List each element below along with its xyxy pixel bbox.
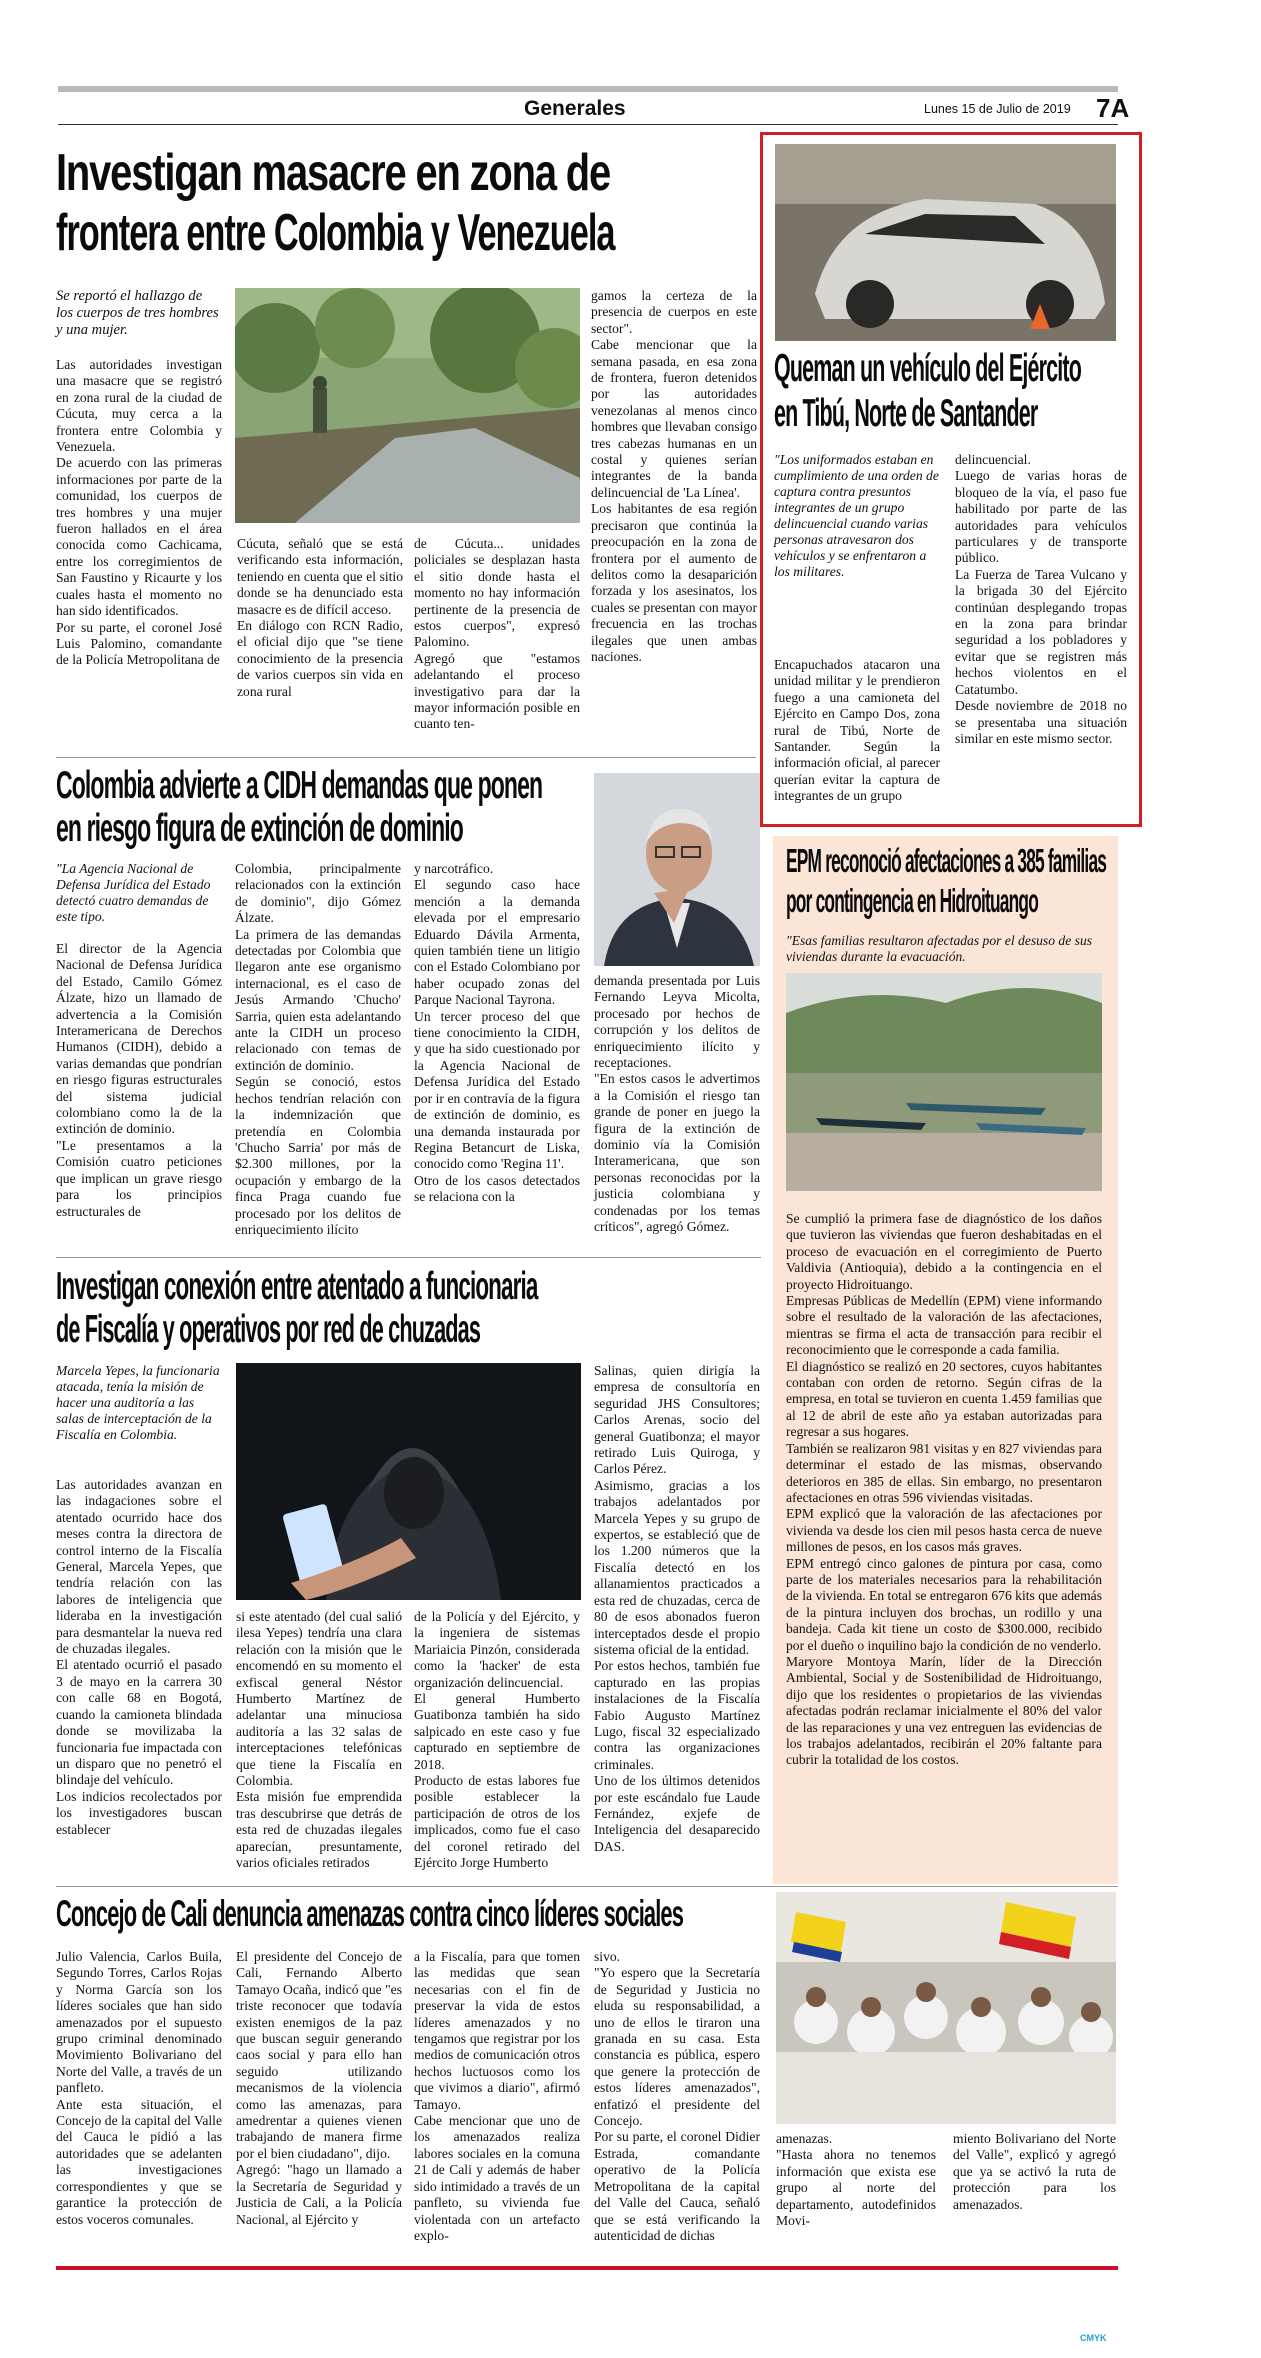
article5-col1: Las autoridades avanzan en las indagaciones sobre el atentado ocurrido hace dos meses contra la directora de control interno de la Fiscalía General, Marcela Yepes, que tendría relación con las labores de inteligencia que lideraba en la investigación para desmantelar la nueva red de chuzadas ilegales. El atentado ocurrió el pasado 3 de mayo en la carrera 30 con calle 68 en Bogotá, cuando la camioneta blindada donde se movilizaba la funcionaria fue impactada con un disparo que no penetró el blindaje del vehículo. Los indicios recolectados por los investigadores buscan establecer <box>56 1477 222 1837</box>
article6-col6: miento Bolivariano del Norte del Valle", explicó y agregó que ya se activó la ruta de protección para los amenazados. <box>953 2131 1116 2212</box>
article1-col1: Las autoridades investigan una masacre que se registró en zona rural de la ciudad de Cúcuta, muy cerca a la frontera entre Colombia y Venezuela. De acuerdo con las primeras informaciones por parte de la comunidad, los cuerpos de tres hombres y una mujer fueron hallados en el área conocida como Cachicama, entre los corregimientos de San Faustino y Ricaurte y los cuales hasta el momento no han sido identificados. Por su parte, el coronel José Luis Palomino, comandante de la Policía Metropolitana de <box>56 357 222 668</box>
article6-col3: a la Fiscalía, para que tomen las medidas que sean necesarias con el fin de preservar la vida de estos líderes amenazados y no tengamos que registrar por los medios de comunicación otros hechos luctuosos como los que vivimos a diario", afirmó Tamayo. Cabe mencionar que uno de los amenazados realiza labores sociales en la comuna 21 de Cali y además de haber sido intimidado a través de un panfleto, su vivienda fue violentada con un artefacto explo- <box>414 1949 580 2243</box>
article3-headline-line1: Colombia advierte a CIDH demandas que ponen <box>56 764 543 807</box>
article3-headline-line2: en riesgo figura de extinción de dominio <box>56 807 463 850</box>
page-number: 7A <box>1096 93 1130 123</box>
article4-lead: "Esas familias resultaron afectadas por el desuso de sus viviendas durante la evacuación. <box>786 933 1093 964</box>
article2-col2: delincuencial. Luego de varias horas de bloqueo de la vía, el paso fue habilitado por parte de las autoridades para vehículos particulares y de transporte público. La Fuerza de Tarea Vulcano y la brigada 30 del Ejército continúan desplegando tropas en la zona para brindar seguridad a los pobladores y evitar que se registren más hechos violentos en el Catatumbo. Desde noviembre de 2018 no se presentaba una situación similar en este mismo sector. <box>955 452 1127 746</box>
article1-col3: de Cúcuta... unidades policiales se desplazan hasta el sitio donde hasta el momento no hay información pertinente de la presencia de estos cuerpos", expresó Palomino. Agregó que "estamos adelantando el proceso investigativo para dar la mayor información posible en cuanto ten- <box>414 536 580 732</box>
cmyk-mark: CMYK <box>1080 2333 1107 2343</box>
article3-col3: y narcotráfico. El segundo caso hace mención a la demanda elevada por el empresario Eduardo Dávila Armenta, quien también tiene un litigio con el Estado Colombiano por haber ocupado zonas del Parque Nacional Tayrona. Un tercer proceso del que tiene conocimiento la CIDH, y que ha sido cuestionado por la Agencia Nacional de Defensa Jurídica del Estado por ir en contravía de la figura de extinción de dominio, es una demanda instaurada por Regina Betancurt de Liska, conocido como 'Regina 11'. Otro de los casos detectados se relaciona con la <box>414 861 580 1205</box>
article4-photo <box>786 973 1102 1191</box>
section-name: Generales <box>524 97 626 120</box>
article5-col2: si este atentado (del cual salió ilesa Yepes) tendría una clara relación con la misión que le encomendó en su momento el exfiscal general Néstor Humberto Martínez de adelantar una minuciosa auditoría a las 32 salas de interceptaciones telefónicas que tiene la Fiscalía en Colombia. Esta misión fue emprendida tras descubrirse que detrás de esta red de chuzadas ilegales aparecían, presuntamente, varios oficiales retirados <box>236 1609 402 1871</box>
footer-rule <box>56 2266 1118 2270</box>
article2-lead: "Los uniformados estaban en cumplimiento de una orden de captura contra presuntos integrantes de un grupo delincuencial cuando varias personas atravesaron dos vehículos y se enfrentaron a los militares. <box>774 452 939 579</box>
header-rule <box>58 124 1118 125</box>
article6-headline: Concejo de Cali denuncia amenazas contra cinco líderes sociales <box>56 1893 683 1934</box>
article5-col3: de la Policía y del Ejército, y la ingeniera de sistemas Mariaicia Pinzón, considerada como la 'hacker' de esta organización delincuencial. El general Humberto Guatibonza también ha sido salpicado en este caso y fue capturado en septiembre de 2018. Producto de estas labores fue posible establecer la participación de otros de los implicados, como fue el caso del coronel retirado del Ejército Jorge Humberto <box>414 1609 580 1871</box>
article4-body: Se cumplió la primera fase de diagnóstico de los daños que tuvieron las viviendas que fueron deshabitadas en el proceso de evacuación en el corregimiento de Puerto Valdivia (Antioquia), debido a la contingencia en el proyecto Hidroituango. Empresas Públicas de Medellín (EPM) viene informando sobre el resultado de la valoración de las afectaciones, mientras se firma el acta de transacción para recibir el reconocimiento que le corresponde a cada familia. El diagnóstico se realizó en 20 sectores, cuyos habitantes contaban con orden de retorno. Según cifras de la empresa, en total se tuvieron en cuenta 1.459 familias que al 12 de abril de este año ya estaban autorizadas para regresar a sus hogares. También se realizaron 981 visitas y en 827 viviendas para determinar el estado de las mismas, observando deterioros en 385 de ellas. Sin embargo, no presentaron afectaciones en otras 596 viviendas visitadas. EPM explicó que la valoración de las afectaciones por vivienda va desde los cien mil pesos hasta cerca de nueve millones de pesos, en los casos más graves. EPM entregó cinco galones de pintura por casa, como parte de los materiales necesarios para la rehabilitación de la vivienda. En total se entregaron 676 kits que además de la pintura incluyen dos brochas, un rodillo y una bandeja. Cada kit tiene un costo de $300.000, recibido por el dueño o inquilino bajo la condición de no venderlo. Maryore Montoya Marín, líder de la Dirección Ambiental, Social y de Sostenibilidad de Hidroituango, dijo que los residentes o propietarios de las viviendas afectadas podrán reclamar inicialmente el 80% del valor de las reparaciones y una vez entreguen las evidencias de los trabajos adelantados, recibirán el 20% faltante para cubrir la totalidad de los costos. <box>786 1211 1102 1768</box>
article1-headline-line1: Investigan masacre en zona de <box>56 144 611 202</box>
article3-col1: El director de la Agencia Nacional de Defensa Jurídica del Estado, Camilo Gómez Álzate, hizo un llamado de advertencia a la Comisión Interamericana de Derechos Humanos (CIDH), debido a varias demandas que pondrían en riesgo figuras estructurales del sistema judicial colombiano como la de la extinción de dominio. "Le presentamos a la Comisión cuatro peticiones que implican un grave riesgo para los principios estructurales de <box>56 941 222 1219</box>
article3-col2: Colombia, principalmente relacionados con la extinción de dominio", dijo Gómez Álzate. La primera de las demandas detectadas por Colombia que llegaron ante ese organismo internacional, es el caso de Jesús Armando 'Chucho' Sarria, quien esta adelantando ante la CIDH un proceso relacionado con temas de extinción de dominio. Según se conoció, estos hechos tendrían relación con la indemnización que pretendía en Colombia 'Chucho Sarria' por más de $2.300 millones, por la ocupación y embargo de la finca Praga cuando fue procesado por los delitos de enriquecimiento ilícito <box>235 861 401 1237</box>
article5-photo <box>236 1363 581 1600</box>
article2-headline-line2: en Tibú, Norte de Santander <box>774 392 1038 435</box>
separator-2 <box>56 1257 761 1258</box>
article4-headline-line1: EPM reconoció afectaciones a 385 familias <box>786 842 1107 879</box>
article4-headline-line2: por contingencia en Hidroituango <box>786 882 1038 919</box>
article5-headline-line1: Investigan conexión entre atentado a funcionaria <box>56 1265 538 1308</box>
article3-portrait <box>594 773 760 966</box>
article1-col2: Cúcuta, señaló que se está verificando esta información, teniendo en cuenta que el sitio donde se ha denunciado esta masacre es de difícil acceso. En diálogo con RCN Radio, el oficial dijo que "se tiene conocimiento de la presencia de varios cuerpos sin vida en zona rural <box>237 536 403 699</box>
article6-col2: El presidente del Concejo de Cali, Fernando Alberto Tamayo Ocaña, indicó que "es triste reconocer que todavía existen enemigos de la paz que buscan seguir generando caos social y para ello han seguido utilizando mecanismos de la violencia como las amenazas, para amedrentar a quienes vienen trabajando de manera firme por el bien ciudadano", dijo. Agregó: "hago un llamado a la Secretaría de Seguridad y Justicia de Cali, a la Policía Nacional, al Ejército y <box>236 1949 402 2227</box>
article3-lead: "La Agencia Nacional de Defensa Jurídica del Estado detectó cuatro demandas de este tipo. <box>56 861 211 924</box>
article2-col1: Encapuchados atacaron una unidad militar y le prendieron fuego a una camioneta del Ejército en Campo Dos, zona rural de Tibú, Norte de Santander. Según la información oficial, al parecer querían evitar la captura de integrantes de un grupo <box>774 657 940 804</box>
separator-1 <box>56 757 756 758</box>
top-rule <box>58 86 1118 92</box>
article1-col4: gamos la certeza de la presencia de cuerpos en este sector". Cabe mencionar que la semana pasada, en esa zona de frontera, fueron detenidos por las autoridades venezolanas al menos cinco hombres que llevaban consigo tres cabezas humanas en un costal y quienes serían integrantes de la banda delincuencial de 'La Línea'. Los habitantes de esa región precisaron que continúa la preocupación en la zona de frontera por el aumento de delitos como la desaparición forzada y los asesinatos, los cuales se presentan con mayor frecuencia en las trochas ilegales que unen ambas naciones. <box>591 288 757 664</box>
separator-3 <box>56 1886 1118 1887</box>
article1-headline-line2: frontera entre Colombia y Venezuela <box>56 204 615 262</box>
article6-col4: sivo. "Yo espero que la Secretaría de Seguridad y Justicia no eluda su responsabilidad, a uno de ellos le tiraron una granada en su casa. Esta constancia es pública, espero que genere la protección de estos líderes amenazados", enfatizó el presidente del Concejo. Por su parte, el coronel Didier Estrada, comandante operativo de la Policía Metropolitana de la capital del Valle del Cauca, señaló que se está verificando la autenticidad de dichas <box>594 1949 760 2243</box>
issue-date: Lunes 15 de Julio de 2019 <box>924 102 1071 116</box>
article6-col1: Julio Valencia, Carlos Buila, Segundo Torres, Carlos Rojas y Norma García son los líderes sociales que han sido amenazados por el supuesto grupo criminal denominado Movimiento Bolivariano del Norte del Valle, a través de un panfleto. Ante esta situación, el Concejo de la capital del Valle del Cauca le pidió a las autoridades que se adelanten las investigaciones correspondientes y que se garantice la protección de estos voceros comunales. <box>56 1949 222 2227</box>
article2-headline-line1: Queman un vehículo del Ejército <box>774 347 1081 390</box>
article3-col4: demanda presentada por Luis Fernando Leyva Micolta, procesado por hechos de corrupción y los delitos de enriquecimiento ilícito y receptaciones. "En estos casos le advertimos a la Comisión el riesgo tan grande de poner en juego la figura de la extinción de dominio vía la Comisión Interamericana, que son personas reconocidas por la justicia colombiana y condenadas por los temas críticos", agregó Gómez. <box>594 973 760 1235</box>
article6-col5: amenazas. "Hasta ahora no tenemos información que exista ese grupo al norte del departamento, autodefinidos Movi- <box>776 2131 936 2229</box>
article5-headline-line2: de Fiscalía y operativos por red de chuzadas <box>56 1308 481 1351</box>
article2-photo <box>775 144 1116 341</box>
article6-photo <box>776 1892 1116 2124</box>
article5-col4: Salinas, quien dirigía la empresa de consultoría en seguridad JHS Consultores; Carlos Arenas, socio del general Guatibonza; el mayor retirado Luis Quiroga, y Carlos Pérez. Asimismo, gracias a los trabajos adelantados por Marcela Yepes y su grupo de expertos, se estableció que de los 1.200 números que la Fiscalía detectó en los allanamientos practicados a esta red de chuzadas, cerca de 80 de esos abonados fueron interceptados desde el propio sistema oficial de la entidad. Por estos hechos, también fue capturado en las propias instalaciones de la Fiscalía Fabio Augusto Martínez Lugo, fiscal 32 especializado contra las organizaciones criminales. Uno de los últimos detenidos por este escándalo fue Laude Fernández, exjefe de Inteligencia del desaparecido DAS. <box>594 1363 760 1854</box>
article1-lead: Se reportó el hallazgo de los cuerpos de tres hombres y una mujer. <box>56 288 219 338</box>
article5-lead: Marcela Yepes, la funcionaria atacada, tenía la misión de hacer una auditoría a las salas de interceptación de la Fiscalía en Colombia. <box>56 1363 220 1442</box>
article1-photo <box>235 288 580 523</box>
